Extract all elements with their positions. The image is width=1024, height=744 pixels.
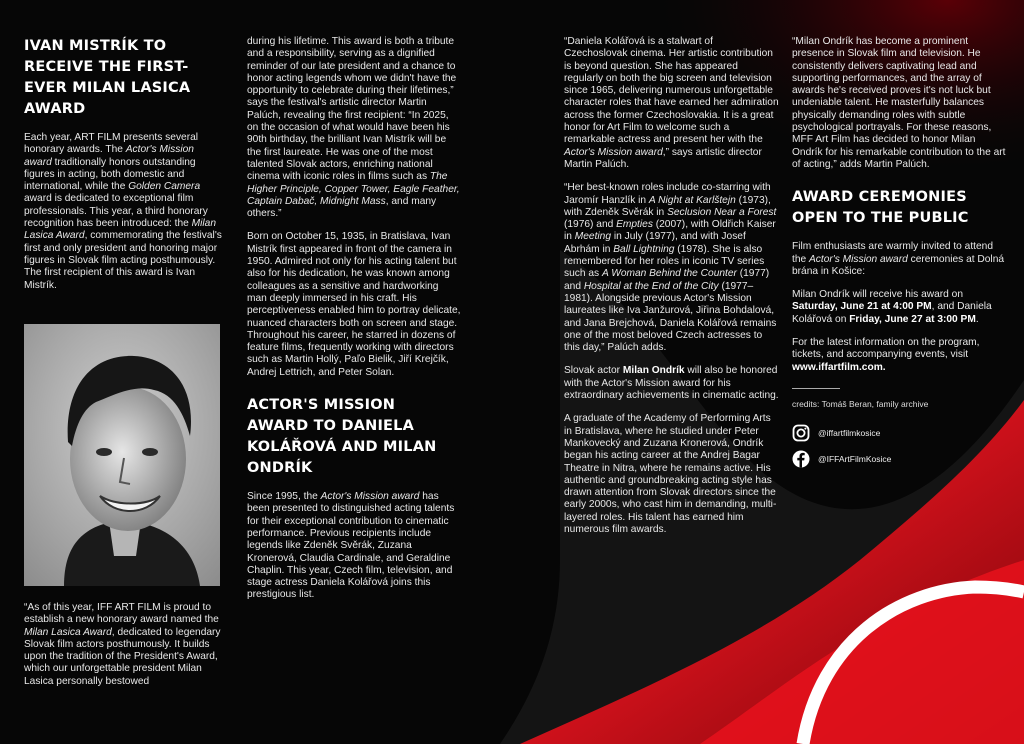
facebook-row[interactable] [792, 450, 1007, 468]
schedule-paragraph: Milan Ondrík will receive his award on Saturday, June 21 at 4:00 PM, and Daniela Kolářová on Friday, June 27 at 3:00 PM. [792, 289, 992, 325]
column-4 [792, 36, 1007, 476]
ondrik-intro-paragraph: Slovak actor Milan Ondrík will also be honored with the Actor's Mission award for his extraordinary achievements in cinematic acting. [564, 365, 779, 402]
kolarova-quote-paragraph: “Daniela Kolářová is a stalwart of Czechoslovak cinema. Her artistic contribution is beyond question. She has appeared regularly on both the big screen and television since 1965, delivering numerous unforgettable character roles that have earned her admiration across the former Czechoslovakia. It is a great honor for Art Film to welcome such a remarkable actress and present her with the Actor's Mission award,” says artistic director Martin Palúch. [564, 36, 779, 170]
actors-mission-paragraph: Since 1995, the Actor's Mission award has been presented to distinguished acting talents for their exceptional contribution to cinematic performance. Previous recipients include legends like Zdeněk Svěrák, Zuzana Kronerová, Claudia Cardinale, and Geraldine Chaplin. This year, Czech film, television, and stage actress Daniela Kolářová joins this prestigious list. [247, 491, 455, 601]
kolarova-roles-paragraph: “Her best-known roles include co-starring with Jaromír Hanzlík in A Night at Karlštejn (1973), with Zdeněk Svěrák in Seclusion Near a Forest (1976) and Empties (2007), with Oldřich Kaiser in Meeting in July (1977), and with Josef Abrhám in Ball Lightning (1978). She is also remembered for her roles in iconic TV series such as A Woman Behind the Counter (1977) and Hospital at the End of the City (1977–1981). Alongside previous Actor's Mission laureates like Iva Janžurová, Jiřina Bohdalová, and Jana Brejchová, Daniela Kolářová remains one of the most beloved Czech actresses to this day,” Palúch adds. [564, 182, 777, 354]
column-1 [24, 36, 224, 303]
actors-mission-heading: ACTOR'S MISSION AWARD TO DANIELA KOLÁŘOVÁ AND MILAN ONDRÍK [247, 397, 437, 477]
quote-paragraph: “As of this year, IFF ART FILM is proud to establish a new honorary award named the Milan Lasica Award, dedicated to legendary Slovak film actors posthumously. It builds upon the tradition of the President's Award, which our unforgettable president Milan Lasica personally bestowed [24, 602, 221, 687]
divider [792, 388, 840, 389]
ivan-mistrik-portrait [24, 324, 220, 586]
mistrik-bio-paragraph: Born on October 15, 1935, in Bratislava, Ivan Mistrík first appeared in front of the camera in 1950. Admired not only for his acting talent but also for his dedication, he was known among colleagues as a sensitive and hardworking man deeply immersed in his craft. His perceptiveness enabled him to portray delicate, nuanced characters both on screen and stage. Throughout his career, he starred in dozens of feature films, frequently working with directors such as Martin Hollý, Paľo Bielik, Jiří Krejčík, Andrej Lettrich, and Peter Solan. [247, 231, 461, 378]
column-1-bottom [24, 602, 224, 688]
column-3 [564, 36, 779, 547]
intro-paragraph: Each year, ART FILM presents several honorary awards. The Actor's Mission award traditionally honors outstanding figures in acting, both domestic and international, while the Golden Camera award is dedicated to exceptional film professionals. This year, a third honorary recognition has been introduced: the Milan Lasica Award, commemorating the festival's first and only president and honoring major figures in Slovak film acting posthumously. The first recipient of this award is Ivan Mistrík. [24, 132, 222, 291]
website-link[interactable]: www.iffartfilm.com. [792, 361, 886, 373]
facebook-icon [792, 450, 810, 468]
photo-credits: credits: Tomáš Beran, family archive [792, 398, 929, 409]
instagram-icon [792, 424, 810, 442]
instagram-row[interactable] [792, 424, 1007, 442]
invitation-paragraph: Film enthusiasts are warmly invited to attend the Actor's Mission award ceremonies at Dolná brána in Košice: [792, 241, 1005, 277]
ondrik-bio-paragraph: A graduate of the Academy of Performing Arts in Bratislava, where he studied under Peter Mankovecký and Zuzana Kronerová, Ondrík began his acting career at the Andrej Bagar Theatre in Nitra, where he remains active. His authentic and groundbreaking acting style has drawn attention from Slovak directors since the early 2000s, who cast him in demanding, multi-layered roles. His talent has earned him numerous film awards. [564, 413, 777, 535]
column-2 [247, 36, 461, 613]
facebook-handle[interactable]: @IFFArtFilmKosice [818, 454, 892, 465]
palúch-quote-paragraph: during his lifetime. This award is both a tribute and a responsibility, serving as a dignified reminder of our late president and a chance to honor acting legends whom we didn't have the opportunity to celebrate during their lifetimes,” says the festival's artistic director Martin Palúch, revealing the first recipient: “In 2025, on the occasion of what would have been his 90th birthday, the brilliant Ivan Mistrík will be the first laureate. He was one of the most talented Slovak actors, enriching national cinema with iconic roles in films such as The Higher Principle, Copper Tower, Eagle Feather, Captain Dabač, Midnight Mass, and many others.” [247, 36, 460, 220]
ceremonies-heading: AWARD CEREMONIES OPEN TO THE PUBLIC [792, 189, 969, 227]
instagram-handle[interactable]: @iffartfilmkosice [818, 428, 881, 439]
mistrik-award-heading: IVAN MISTRÍK TO RECEIVE THE FIRST-EVER MILAN LASICA AWARD [24, 38, 191, 117]
ondrik-quote-paragraph: “Milan Ondrík has become a prominent presence in Slovak film and television. He consistently delivers captivating lead and supporting performances, and the array of awards he's received proves it's not luck but undeniable talent. He masterfully balances physically demanding roles with subtle psychological portrayals. For these reasons, MFF Art Film has decided to honor Milan Ondrík for his remarkable contribution to the art of acting,” adds Martin Palúch. [792, 36, 1006, 170]
website-paragraph: For the latest information on the program, tickets, and accompanying events, visit www.iffartfilm.com. [792, 337, 980, 373]
